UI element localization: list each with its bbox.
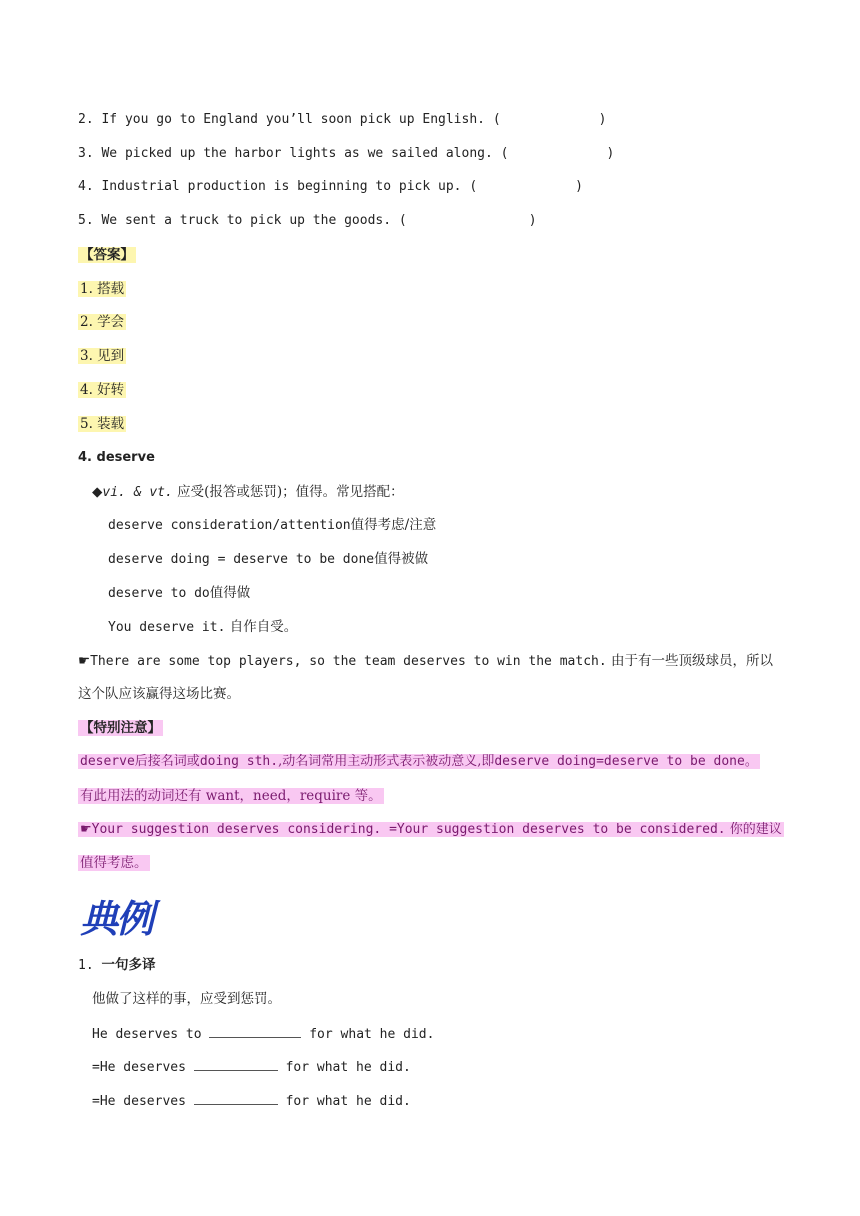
practice-line: =He deserves for what he did. (92, 1090, 411, 1112)
answer-item: 1. 搭载 (80, 281, 125, 297)
note-line-2: 有此用法的动词还有 want，need，require 等。 (80, 788, 382, 804)
exercise-line-4: 4. Industrial production is beginning to pick up. ( ) (78, 179, 583, 194)
answer-item: 5. 装载 (80, 416, 125, 432)
definition: ◆vi. & vt. 应受(报答或惩罚)；值得。常见搭配： (92, 484, 404, 500)
example-translation-2: 值得考虑。 (80, 855, 148, 871)
answer-blank[interactable] (194, 1056, 278, 1071)
practice-prompt: 他做了这样的事，应受到惩罚。 (92, 991, 281, 1007)
example-translation: 这个队应该赢得这场比赛。 (78, 686, 240, 702)
exercise-line-3: 3. We picked up the harbor lights as we sailed along. ( ) (78, 146, 615, 161)
note-heading: 【特别注意】 (80, 720, 161, 736)
exercise-line-5: 5. We sent a truck to pick up the goods. ( ) (78, 213, 537, 228)
example-sentence-2: ☛Your suggestion deserves considering. =Your suggestion deserves to be considered. 你的建议 (80, 822, 782, 837)
note-line-1: deserve后接名词或doing sth.,动名词常用主动形式表示被动意义,即deserve doing=deserve to be done。 (80, 754, 758, 769)
word-heading: 4. deserve (78, 450, 155, 465)
answer-blank[interactable] (194, 1090, 278, 1105)
example-logo: 典例 (80, 896, 153, 941)
answer-heading: 【答案】 (80, 247, 134, 263)
pointing-hand-icon: ☛ (80, 822, 92, 837)
practice-line: =He deserves for what he did. (92, 1056, 411, 1078)
collocation: deserve consideration/attention值得考虑/注意 (108, 517, 437, 533)
answer-item: 2. 学会 (80, 314, 125, 330)
exercise-line-2: 2. If you go to England you’ll soon pick up English. ( ) (78, 112, 607, 127)
collocation: deserve doing = deserve to be done值得被做 (108, 551, 429, 567)
collocation: You deserve it. 自作自受。 (108, 619, 298, 635)
example-sentence: ☛There are some top players, so the team deserves to win the match. 由于有一些顶级球员，所以 (78, 653, 773, 669)
collocation: deserve to do值得做 (108, 585, 251, 601)
practice-heading: 1. 一句多译 (78, 957, 156, 973)
pointing-hand-icon: ☛ (78, 653, 91, 669)
answer-item: 3. 见到 (80, 348, 125, 364)
practice-line: He deserves to for what he did. (92, 1023, 434, 1045)
answer-item: 4. 好转 (80, 382, 125, 398)
answer-blank[interactable] (209, 1023, 301, 1038)
